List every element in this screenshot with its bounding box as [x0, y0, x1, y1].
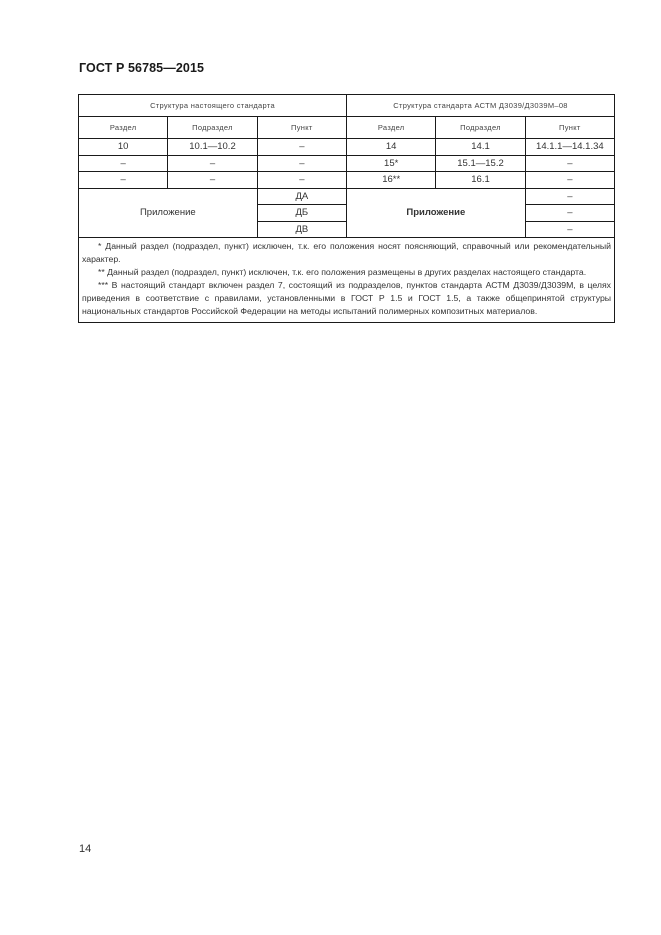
- group-header-current-standard: Структура настоящего стандарта: [79, 95, 347, 117]
- table-cell: –: [525, 172, 614, 189]
- table-row: [79, 139, 615, 156]
- column-header: Раздел: [347, 117, 436, 139]
- appendix-item: –: [525, 221, 614, 238]
- group-header-row: [79, 95, 615, 117]
- table-cell: 16.1: [436, 172, 525, 189]
- table-cell: 16**: [347, 172, 436, 189]
- table-row: [79, 172, 615, 189]
- table-cell: 10: [79, 139, 168, 156]
- appendix-label-astm: Приложение: [347, 188, 526, 238]
- footnotes-cell: [79, 238, 615, 323]
- table-cell: 15*: [347, 155, 436, 172]
- table-cell: –: [79, 172, 168, 189]
- table-cell: 10.1—10.2: [168, 139, 257, 156]
- group-header-astm-standard: Структура стандарта АСТМ Д3039/Д3039М–08: [347, 95, 615, 117]
- column-header: Подраздел: [168, 117, 257, 139]
- column-header-row: [79, 117, 615, 139]
- appendix-label-current: Приложение: [79, 188, 258, 238]
- table-cell: –: [168, 155, 257, 172]
- table-cell: –: [257, 139, 346, 156]
- footnotes-row: [79, 238, 615, 323]
- footnote: * Данный раздел (подраздел, пункт) исключен, т.к. его положения носят поясняющий, справочный или рекомендательный характер.: [82, 241, 612, 264]
- table-cell: –: [168, 172, 257, 189]
- footnote: ** Данный раздел (подраздел, пункт) исключен, т.к. его положения размещены в других разделах настоящего стандарта.: [98, 267, 587, 277]
- table-cell: 15.1—15.2: [436, 155, 525, 172]
- table-cell: –: [79, 155, 168, 172]
- page-number: 14: [79, 843, 92, 855]
- appendix-row: [79, 188, 615, 205]
- table-cell: 14.1: [436, 139, 525, 156]
- table-cell: 14: [347, 139, 436, 156]
- appendix-item: –: [525, 188, 614, 205]
- column-header: Раздел: [79, 117, 168, 139]
- appendix-item: ДА: [257, 188, 346, 205]
- structure-comparison-table: [78, 94, 615, 323]
- appendix-item: ДБ: [257, 205, 346, 222]
- table-row: [79, 155, 615, 172]
- table-cell: –: [257, 172, 346, 189]
- table-cell: 14.1.1—14.1.34: [525, 139, 614, 156]
- column-header: Пункт: [525, 117, 614, 139]
- footnote: *** В настоящий стандарт включен раздел 7, состоящий из подразделов, пунктов стандарта АСТМ Д3039/Д3039М, в целях приведения в соответствие с правилами, установленными в ГОСТ Р 1.5 и ГОСТ 1.5, а также общепринятой структуры национальных стандартов Российской Федерации на методы испытаний полимерных композитных материалов.: [82, 280, 612, 316]
- appendix-item: ДВ: [257, 221, 346, 238]
- document-title: ГОСТ Р 56785—2015: [79, 61, 205, 75]
- column-header: Пункт: [257, 117, 346, 139]
- column-header: Подраздел: [436, 117, 525, 139]
- table-cell: –: [525, 155, 614, 172]
- appendix-item: –: [525, 205, 614, 222]
- table-cell: –: [257, 155, 346, 172]
